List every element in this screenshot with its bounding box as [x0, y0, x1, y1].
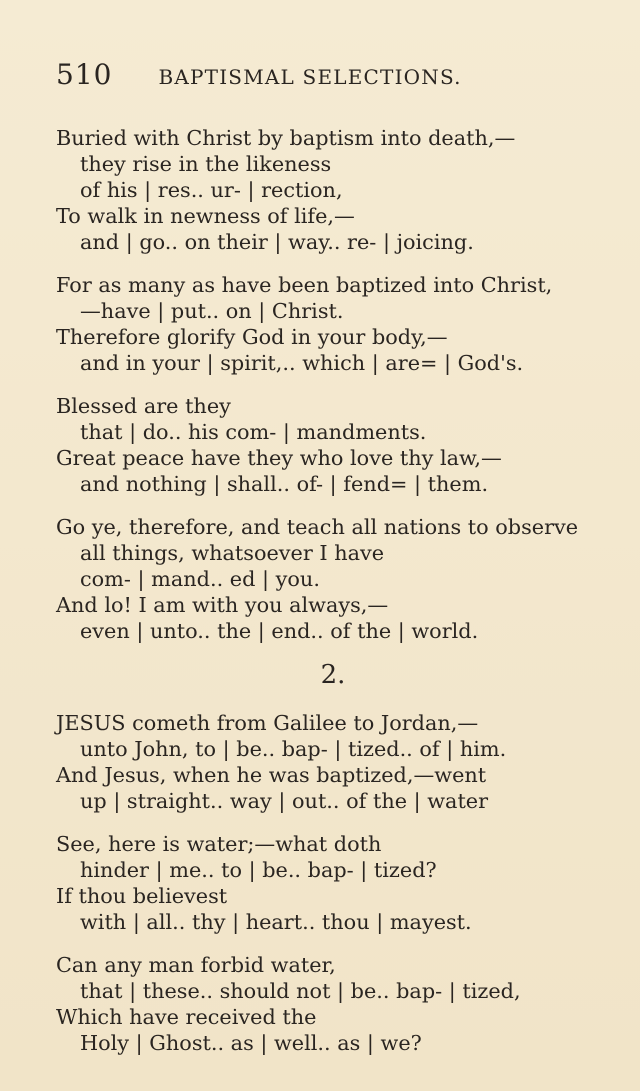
verse-line: JESUS cometh from Galilee to Jordan,— — [56, 711, 479, 735]
verse-line-indented: that | do.. his com- | mandments. — [80, 420, 427, 444]
verse-line: See, here is water;—what doth — [56, 832, 382, 856]
stanza — [56, 710, 610, 814]
page-number: 510 — [56, 58, 113, 91]
verse-line: Blessed are they — [56, 394, 231, 418]
verse-line-indented: —have | put.. on | Christ. — [80, 299, 344, 323]
verse-line-indented: and in your | spirit,.. which | are= | God's. — [80, 351, 524, 375]
verse-line-indented: they rise in the likeness — [80, 152, 332, 176]
verse-line: Which have received the — [56, 1005, 317, 1029]
verse-line-indented: of his | res.. ur- | rection, — [80, 178, 343, 202]
verse-line-indented: com- | mand.. ed | you. — [80, 567, 320, 591]
verse-line-indented: that | these.. should not | be.. bap- | tized, — [80, 979, 521, 1003]
stanza — [56, 952, 610, 1056]
verse-line: Great peace have they who love thy law,— — [56, 446, 502, 470]
verse-line: Therefore glorify God in your body,— — [56, 325, 448, 349]
verse-line: And Jesus, when he was baptized,—went — [56, 763, 487, 787]
verse-line: To walk in newness of life,— — [56, 204, 355, 228]
verse-line-indented: even | unto.. the | end.. of the | world. — [80, 619, 479, 643]
verse-line: Go ye, therefore, and teach all nations to observe — [56, 515, 579, 539]
verse-line-indented: unto John, to | be.. bap- | tized.. of | him. — [80, 737, 507, 761]
stanza — [56, 272, 610, 376]
verse-line-indented: and | go.. on their | way.. re- | joicing. — [80, 230, 474, 254]
verse-line: If thou believest — [56, 884, 228, 908]
section-number: 2. — [320, 660, 346, 690]
verse-line-indented: Holy | Ghost.. as | well.. as | we? — [80, 1031, 422, 1055]
verse-line: Can any man forbid water, — [56, 953, 336, 977]
stanza — [56, 125, 610, 255]
stanza — [56, 831, 610, 935]
page-header — [56, 58, 610, 91]
stanza — [56, 393, 610, 497]
verse-line-indented: up | straight.. way | out.. of the | water — [80, 789, 489, 813]
verse-line-indented: and nothing | shall.. of- | fend= | them. — [80, 472, 489, 496]
verse-line: For as many as have been baptized into Christ, — [56, 273, 553, 297]
verse-line-indented: all things, whatsoever I have — [80, 541, 385, 565]
verse-line: Buried with Christ by baptism into death,— — [56, 126, 516, 150]
verse-line-indented: with | all.. thy | heart.. thou | mayest. — [80, 910, 472, 934]
stanza — [56, 514, 610, 644]
verse-line: And lo! I am with you always,— — [56, 593, 389, 617]
running-title: BAPTISMAL SELECTIONS. — [158, 65, 462, 89]
verse-line-indented: hinder | me.. to | be.. bap- | tized? — [80, 858, 437, 882]
